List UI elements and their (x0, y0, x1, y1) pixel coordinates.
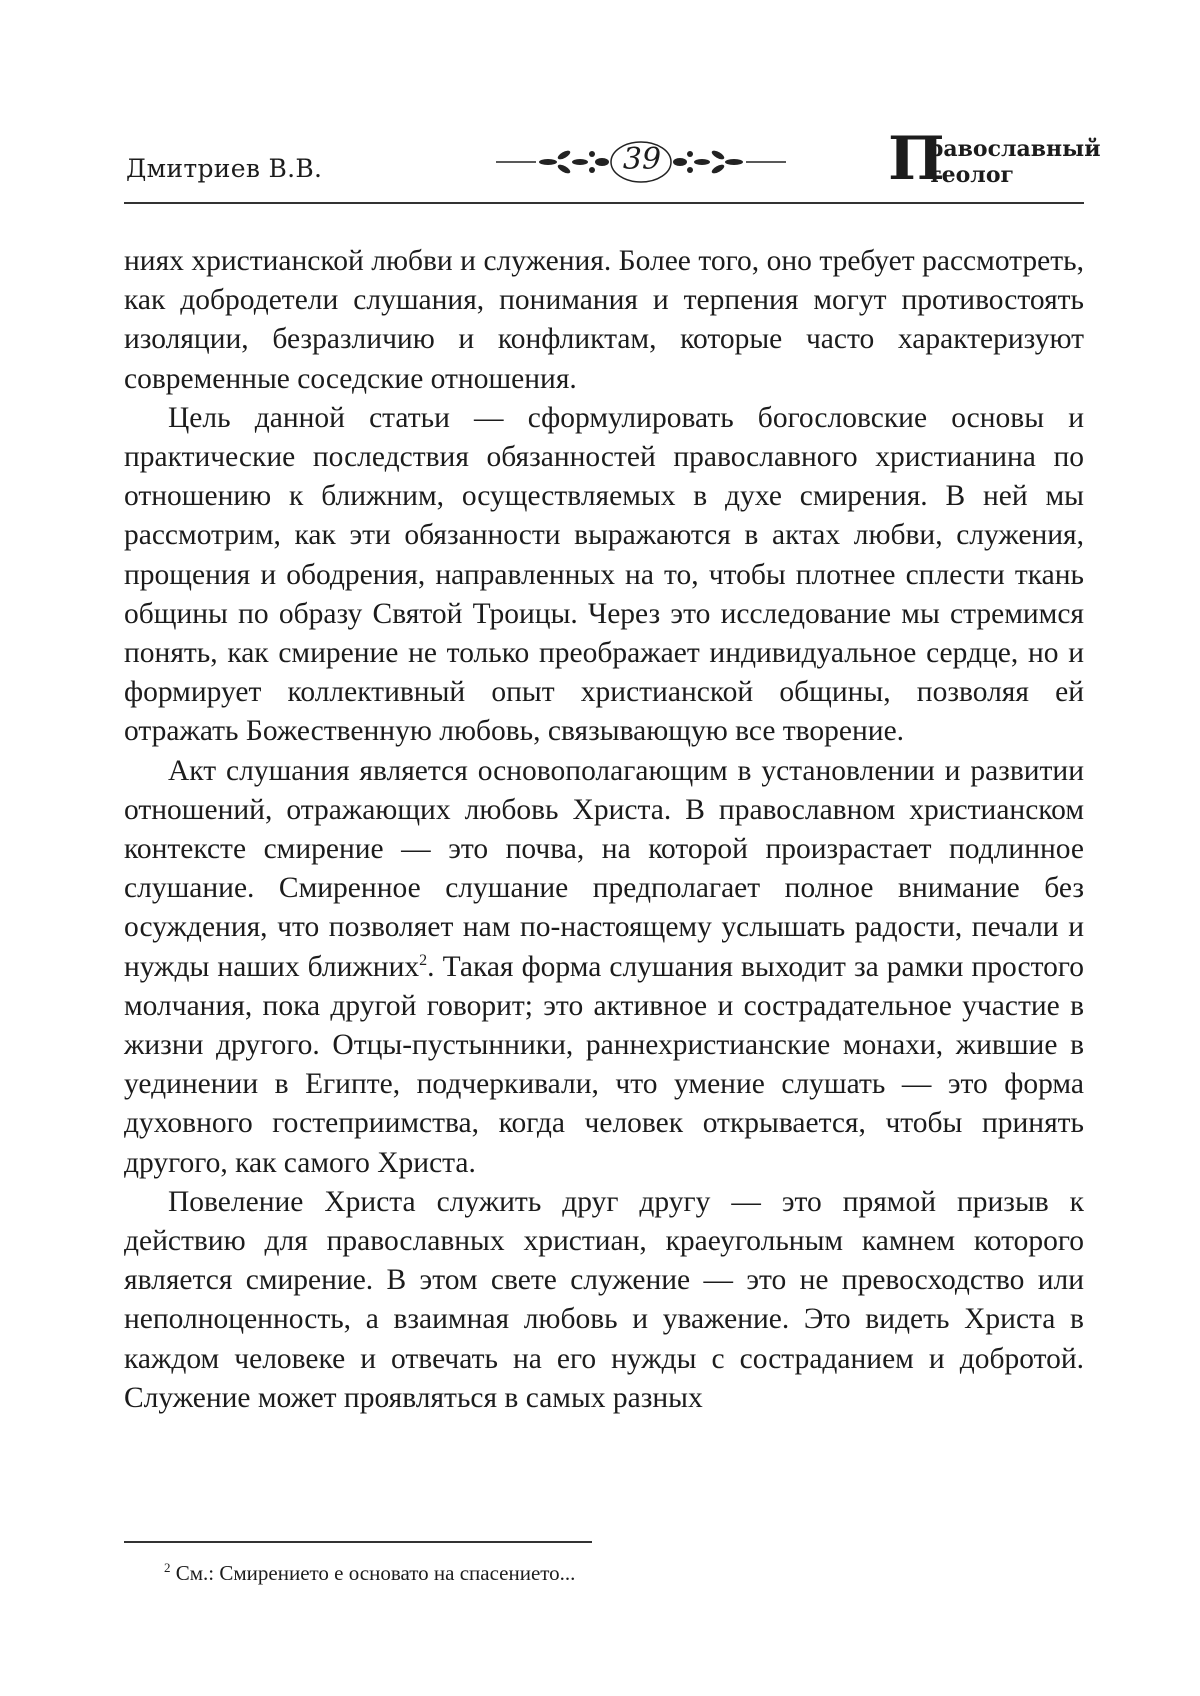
paragraph-3-text-b: . Такая форма слушания выходит за рамки простого молчания, пока другой говорит; это активное и сострадательное участие в жизни другого. Отцы-пустынники, раннехристианские монахи, жившие в уединении в Египте, подчеркивали, что умение слушать — это форма духовного гостеприимства, когда человек открывается, чтобы принять другого, как самого Христа. (124, 950, 1084, 1179)
page-number-ornament (496, 138, 786, 186)
paragraph-2: Цель данной статьи — сформулировать богословские основы и практические последствия обязанностей православного христианина по отношению к ближним, осуществляемых в духе смирения. В ней мы рассмотрим, как эти обязанности выражаются в актах любви, служения, прощения и ободрения, направленных на то, чтобы плотнее сплести ткань общины по образу Святой Троицы. Через это исследование мы стремимся понять, как смирение не только преображает индивидуальное сердце, но и формирует коллективный опыт христианской общины, позволяя ей отражать Божественную любовь, связывающую все творение. (124, 401, 1084, 748)
journal-logo (888, 124, 1101, 196)
journal-title-line1: равославный (928, 136, 1101, 162)
footnote (164, 1561, 1064, 1586)
running-header (124, 124, 1101, 204)
article-body (124, 242, 1084, 1418)
paragraph-4: Повеление Христа служить друг другу — это прямой призыв к действию для православных христиан, краеугольным камнем которого является смирение. В этом свете служение — это не превосходство или неполноценность, а взаимная любовь и уважение. Это видеть Христа в каждом человеке и отвечать на его нужды с состраданием и добротой. Служение может проявляться в самых разных (124, 1185, 1084, 1414)
header-divider (124, 202, 1084, 204)
paragraph-1: ниях христианской любви и служения. Более того, оно требует рассмотреть, как добродетели слушания, понимания и терпения могут противостоять изоляции, безразличию и конфликтам, которые часто характеризуют современные соседские отношения. (124, 245, 1084, 395)
paragraph-3 (124, 752, 1084, 1183)
author-name: Дмитриев В.В. (126, 154, 323, 183)
page-number: 39 (622, 142, 662, 177)
footnote-reference[interactable]: 2 (419, 951, 428, 969)
footnote-divider (124, 1541, 592, 1543)
journal-initial: П (888, 124, 945, 194)
journal-title-line2: теолог (928, 162, 1014, 188)
footnote-text: См.: Смирението е основато на спасението... (175, 1561, 576, 1585)
paragraph-3-text-a: Акт слушания является основополагающим в установлении и развитии отношений, отражающих любовь Христа. В православном христианском контексте смирение — это почва, на которой произрастает подлинное слушание. Смиренное слушание предполагает полное внимание без осуждения, что позволяет нам по-настоящему услышать радости, печали и нужды наших ближних (124, 754, 1084, 983)
footnote-number: 2 (164, 1560, 171, 1575)
